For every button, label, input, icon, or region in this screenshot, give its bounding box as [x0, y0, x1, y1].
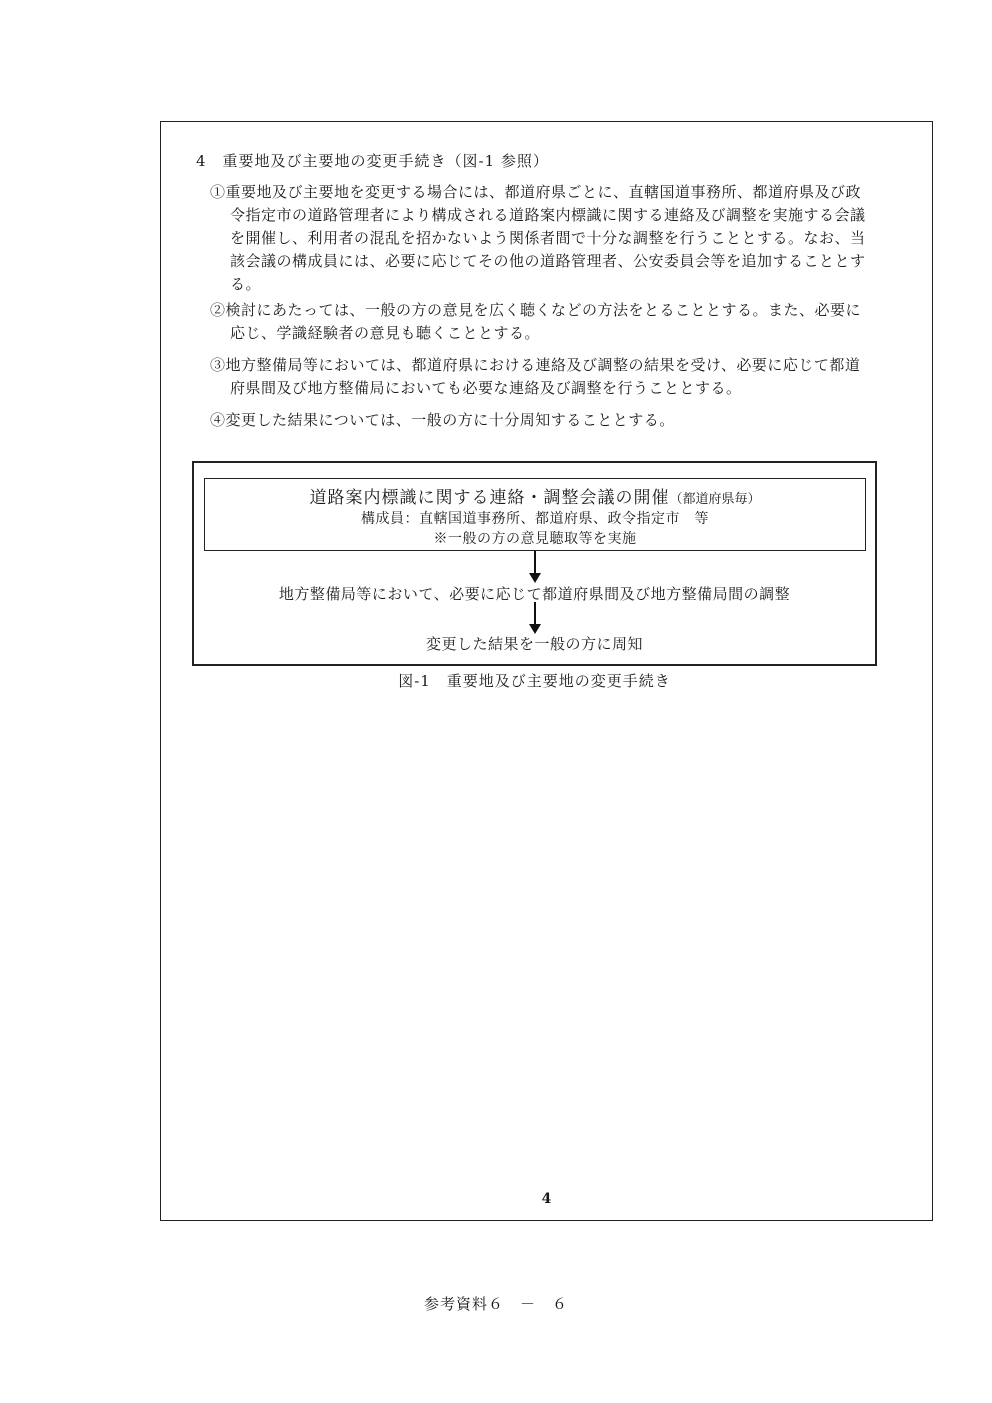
flow-step-coordination: 地方整備局等において、必要に応じて都道府県間及び地方整備局間の調整	[278, 585, 791, 603]
meeting-members: 構成員：直轄国道事務所、都道府県、政令指定市 等	[361, 511, 709, 527]
meeting-note: ※一般の方の意見聴取等を実施	[433, 531, 637, 547]
arrow-down-icon	[528, 602, 542, 634]
arrow-down-icon	[528, 551, 542, 583]
meeting-heading-text: 道路案内標識に関する連絡・調整会議の開催	[309, 488, 670, 508]
footer-reference: 参考資料６ － ６	[423, 1295, 568, 1313]
list-item: ③地方整備局等においては、都道府県における連絡及び調整の結果を受け、必要に応じて都道府県間及び地方整備局においても必要な連絡及び調整を行うこととする。	[210, 356, 861, 397]
list-item: ④変更した結果については、一般の方に十分周知することとする。	[210, 411, 675, 429]
figure-caption: 図-1 重要地及び主要地の変更手続き	[398, 672, 671, 690]
meeting-box	[204, 478, 866, 551]
meeting-heading	[205, 483, 865, 508]
meeting-heading-note: （都道府県毎）	[669, 492, 761, 507]
list-item: ①重要地及び主要地を変更する場合には、都道府県ごとに、直轄国道事務所、都道府県及び政令指定市の道路管理者により構成される道路案内標識に関する連絡及び調整を実施する会議を開催し、利用者の混乱を招かないよう関係者間で十分な調整を行うこととする。なお、当該会議の構成員には、必要に応じてその他の道路管理者、公安委員会等を追加することとする。	[210, 183, 866, 293]
page-number: 4	[541, 1191, 552, 1207]
flow-step-notify: 変更した結果を一般の方に周知	[425, 635, 643, 653]
list-item: ②検討にあたっては、一般の方の意見を広く聴くなどの方法をとることとする。また、必要に応じ、学識経験者の意見も聴くこととする。	[210, 301, 862, 342]
section-title: 4 重要地及び主要地の変更手続き（図-1 参照）	[196, 152, 549, 170]
